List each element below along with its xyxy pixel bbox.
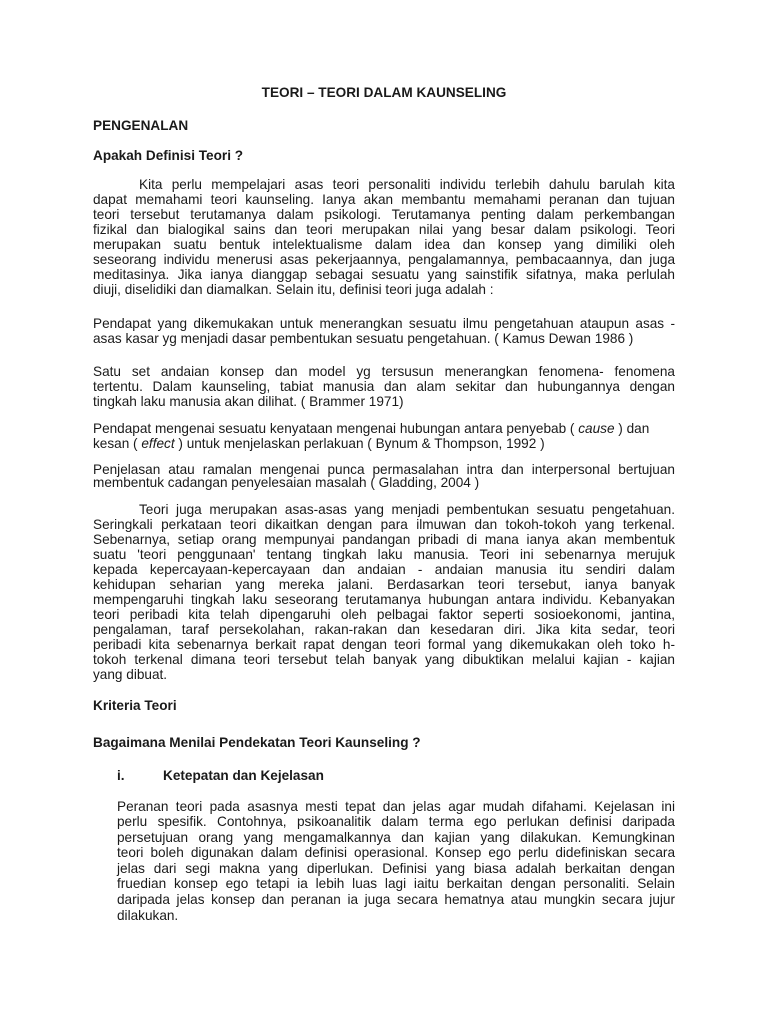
paragraph-line: persetujuan orang yang mengamalkannya dan kajian yang dilakukan. Kemungkinan [117,830,675,845]
paragraph-line: suatu 'teori penggunaan' tentang tingkah laku manusia. Teori ini sebenarnya merujuk [93,547,675,562]
paragraph-line: pengalaman, taraf persekolahan, rakan-rakan dan kesedaran diri. Jika kita sedar, teori [93,622,675,637]
paragraph-line: perlu spesifik. Contohnya, psikoanalitik dalam terma ego perlukan definisi daripada [117,814,675,829]
paragraph-line: peribadi kita sebenarnya berkait rapat dengan teori formal yang dikemukakan oleh toko h- [93,637,675,652]
heading-pengenalan: PENGENALAN [93,118,189,133]
list-item-title: Ketepatan dan Kejelasan [163,768,324,783]
paragraph-line: Teori juga merupakan asas-asas yang menjadi pembentukan sesuatu pengetahuan. [139,502,675,517]
heading-kriteria-teori: Kriteria Teori [93,698,177,713]
text-run: Pendapat mengenai sesuatu kenyataan mengenai hubungan antara penyebab ( [93,421,579,436]
paragraph-line: teori tersebut terutamanya dalam psikologi. Terutamanya penting dalam perkembangan [93,207,675,222]
text-run: ) untuk menjelaskan perlakuan ( Bynum & Thompson, 1992 ) [174,436,545,451]
paragraph-line: Penjelasan atau ramalan mengenai punca permasalahan intra dan interpersonal bertujuan [93,462,675,477]
paragraph-line: tingkah laku manusia akan dilihat. ( Brammer 1971) [93,394,404,409]
paragraph-line: teori boleh digunakan dalam definisi operasional. Konsep ego perlu didefiniskan secara [117,845,675,860]
paragraph-line: daripada jelas konsep dan peranan ia juga secara hematnya atau mungkin secara jujur [117,892,675,907]
paragraph-line: tertentu. Dalam kaunseling, tabiat manusia dan alam sekitar dan hubungannya dengan [93,379,675,394]
paragraph-line: dapat memahami teori kaunseling. Ianya akan membantu memahami peranan dan tujuan [93,192,675,207]
heading-bagaimana-menilai: Bagaimana Menilai Pendekatan Teori Kaunseling ? [93,735,421,750]
document-title: TEORI – TEORI DALAM KAUNSELING [261,85,507,100]
paragraph-line: seseorang individu menerusi asas pekerjaannya, pengalamannya, pembacaannya, dan juga [93,252,675,267]
paragraph-line: fruedian konsep ego tetapi ia lebih luas lagi iaitu berkaitan dengan personaliti. Selain [117,876,675,891]
paragraph-line: yang dibuat. [93,667,168,682]
list-item-number: i. [117,768,125,783]
paragraph-line: merupakan suatu bentuk intelektualisme dalam idea dan konsep yang dimiliki oleh [93,237,675,252]
paragraph-line: fizikal dan bialogikal sains dan teori merupakan nilai yang besar dalam psikologi. Teori [93,222,675,237]
text-run: kesan ( [93,436,142,451]
paragraph-line [93,421,649,437]
paragraph-line [93,436,545,452]
heading-definisi-teori: Apakah Definisi Teori ? [93,148,244,163]
paragraph-line: mempengaruhi tingkah laku seseorang terutamanya hubungan antara individu. Kebanyakan [93,592,675,607]
paragraph-line: Pendapat yang dikemukakan untuk menerangkan sesuatu ilmu pengetahuan ataupun asas - [93,316,675,331]
paragraph-line: tokoh terkenal dimana teori tersebut telah banyak yang dibuktikan melalui kajian - kajian [93,652,675,667]
paragraph-line: kehidupan seharian yang mereka jalani. Berdasarkan teori tersebut, ianya banyak [93,577,675,592]
paragraph-line: Peranan teori pada asasnya mesti tepat dan jelas agar mudah difahami. Kejelasan ini [117,799,675,814]
paragraph-line: meditasinya. Jika ianya dianggap sebagai sesuatu yang sainstifik sifatnya, maka perlulah [93,267,675,282]
paragraph-line: Sebenarnya, setiap orang mempunyai pandangan pribadi di mana ianya akan membentuk [93,532,675,547]
paragraph-line: diuji, diselidiki dan diamalkan. Selain itu, definisi teori juga adalah : [93,282,494,297]
paragraph-line: kepada kepercayaan-kepercayaan dan andaian - andaian manusia itu sendiri dalam [93,562,675,577]
italic-term-effect: effect [141,436,175,451]
paragraph-line: teori peribadi kita telah dipengaruhi oleh pelbagai faktor seperti sosioekonomi, jantina, [93,607,675,622]
paragraph-line: Kita perlu mempelajari asas teori personaliti individu terlebih dahulu barulah kita [139,177,675,192]
paragraph-line: asas kasar yg menjadi dasar pembentukan sesuatu pengetahuan. ( Kamus Dewan 1986 ) [93,331,634,346]
paragraph-line: Seringkali perkataan teori dikaitkan dengan para ilmuwan dan tokoh-tokoh yang terkenal. [93,517,675,532]
text-run: ) dan [614,421,650,436]
paragraph-line: dilakukan. [117,908,179,923]
italic-term-cause: cause [578,421,615,436]
paragraph-line: membentuk cadangan penyelesaian masalah ( Gladding, 2004 ) [93,475,480,490]
paragraph-line: jelas dari segi makna yang diperlukan. Definisi yang biasa adalah berkaitan dengan [117,861,675,876]
paragraph-line: Satu set andaian konsep dan model yg tersusun menerangkan fenomena- fenomena [93,364,675,379]
